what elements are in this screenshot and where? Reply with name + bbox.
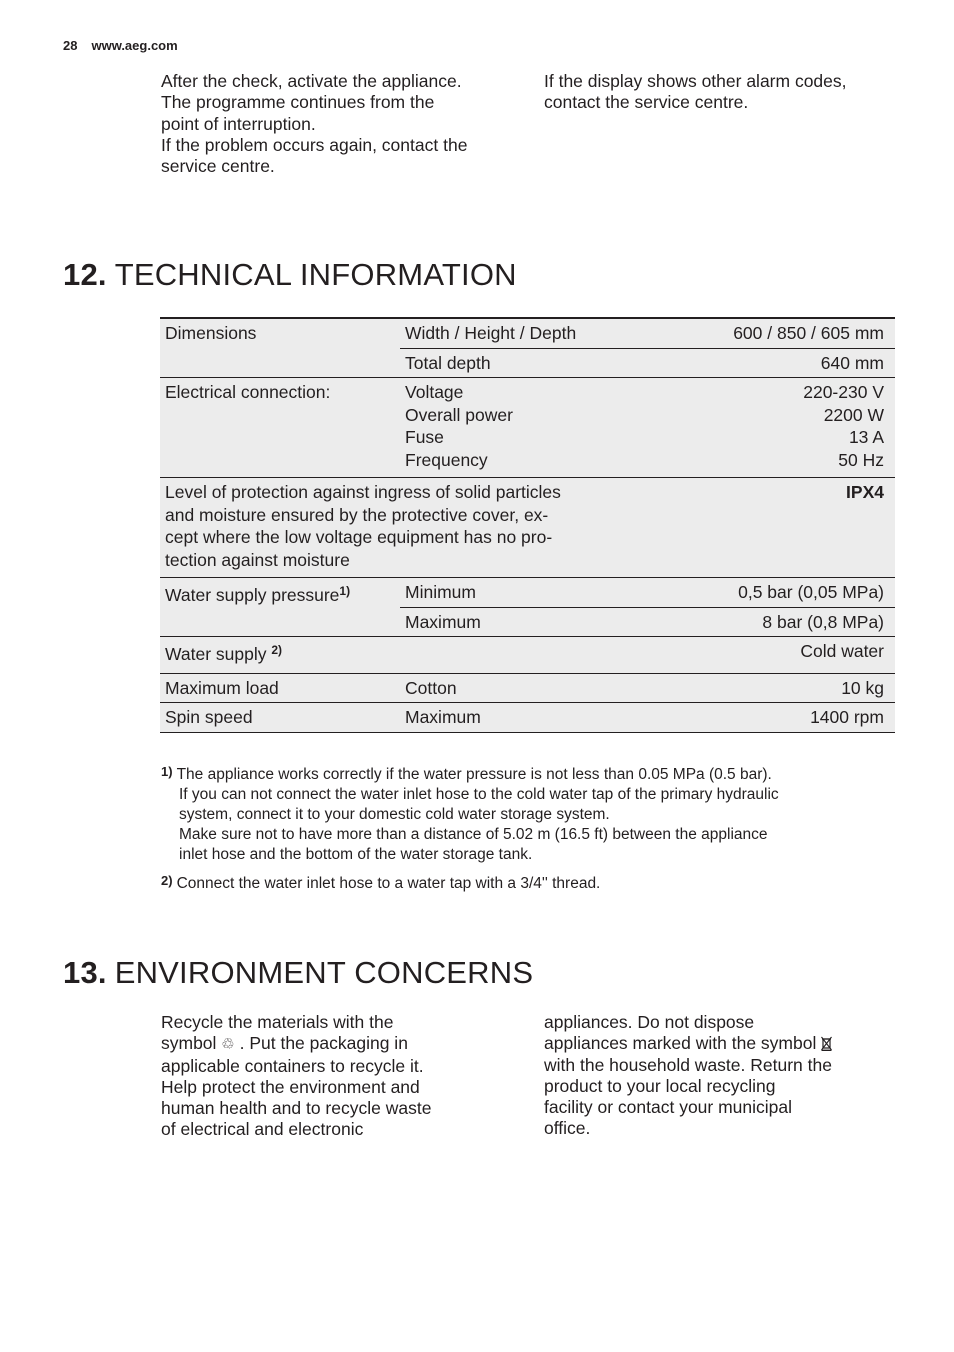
- env-line: [161, 1033, 491, 1055]
- fuse-value: 13 A: [848, 427, 884, 447]
- env-line: office.: [544, 1118, 591, 1139]
- footnote-mark-2: 2): [161, 873, 173, 888]
- supply-value: Cold water: [650, 637, 895, 674]
- load-label: Maximum load: [160, 673, 400, 703]
- env-line: product to your local recycling: [544, 1075, 776, 1096]
- total-depth-value: 640 mm: [650, 348, 895, 378]
- recycle-icon: ♲: [221, 1036, 235, 1054]
- dimensions-label: Dimensions: [160, 318, 400, 378]
- env-text: . Put the packaging in: [234, 1033, 408, 1054]
- env-line: Help protect the environment and: [161, 1076, 420, 1097]
- page-number: 28: [63, 38, 78, 53]
- footnote-line: system, connect it to your domestic cold water storage system.: [179, 806, 610, 823]
- pressure-label: [160, 578, 400, 637]
- table-row: [160, 578, 895, 608]
- load-sub: Cotton: [400, 673, 650, 703]
- power-label: Overall power: [405, 404, 513, 425]
- pressure-max-label: Maximum: [400, 607, 650, 637]
- footnote-1: [161, 762, 901, 785]
- protection-label: [160, 478, 650, 578]
- table-row: [160, 378, 895, 478]
- table-row: [160, 703, 895, 733]
- frequency-value: 50 Hz: [838, 449, 884, 470]
- load-value: 10 kg: [650, 673, 895, 703]
- crossed-out-wheelie-bin-icon: [821, 1036, 832, 1051]
- supply-label-text: Water supply: [165, 644, 272, 664]
- footnote-2: [161, 871, 901, 894]
- env-left: [161, 1012, 491, 1141]
- intro-line: After the check, activate the appliance.: [161, 71, 462, 91]
- protection-line: tection against moisture: [165, 549, 350, 570]
- env-line: facility or contact your municipal: [544, 1097, 793, 1118]
- page-header: [63, 38, 178, 53]
- pressure-min-value: 0,5 bar (0,05 MPa): [650, 578, 895, 608]
- electrical-names: [400, 378, 650, 478]
- electrical-values: [650, 378, 895, 478]
- dimensions-whd-label: Width / Height / Depth: [400, 318, 650, 348]
- footnote-line: The appliance works correctly if the water pressure is not less than 0.05 MPa (0.5 bar).: [176, 766, 772, 783]
- section-number: 13.: [63, 955, 107, 990]
- spin-sub: Maximum: [400, 703, 650, 733]
- electrical-label: Electrical connection:: [160, 378, 400, 478]
- intro-line: contact the service centre.: [544, 92, 749, 113]
- protection-value: IPX4: [650, 478, 895, 578]
- table-row: [160, 478, 895, 578]
- env-text: symbol: [161, 1033, 222, 1054]
- footnote-ref-1[interactable]: 1): [339, 584, 351, 598]
- frequency-label: Frequency: [405, 449, 488, 470]
- env-line: [544, 1033, 894, 1054]
- env-line: applicable containers to recycle it.: [161, 1055, 424, 1076]
- footnote-line: inlet hose and the bottom of the water storage tank.: [179, 846, 533, 863]
- footnotes: [161, 762, 901, 894]
- voltage-label: Voltage: [405, 382, 464, 402]
- section-heading-13: [63, 955, 533, 991]
- supply-empty: [400, 637, 650, 674]
- table-row: [160, 673, 895, 703]
- fuse-label: Fuse: [405, 427, 444, 447]
- section-title: ENVIRONMENT CONCERNS: [114, 955, 534, 990]
- spin-label: Spin speed: [160, 703, 400, 733]
- pressure-min-label: Minimum: [400, 578, 650, 608]
- env-line: appliances. Do not dispose: [544, 1012, 755, 1032]
- footnote-mark-1: 1): [161, 764, 173, 779]
- intro-line: service centre.: [161, 156, 275, 177]
- env-line: Recycle the materials with the: [161, 1012, 394, 1032]
- technical-info-table: [160, 317, 895, 733]
- env-text: appliances marked with the symbol: [544, 1033, 822, 1054]
- table-row: [160, 637, 895, 674]
- voltage-value: 220-230 V: [803, 382, 884, 402]
- supply-label: [160, 637, 400, 674]
- dimensions-whd-value: 600 / 850 / 605 mm: [650, 318, 895, 348]
- intro-line: If the display shows other alarm codes,: [544, 71, 847, 91]
- power-value: 2200 W: [823, 404, 884, 425]
- env-right: [544, 1012, 894, 1140]
- section-title: TECHNICAL INFORMATION: [114, 257, 517, 292]
- env-line: with the household waste. Return the: [544, 1054, 832, 1075]
- env-line: of electrical and electronic: [161, 1119, 364, 1140]
- protection-line: cept where the low voltage equipment has no pro-: [165, 527, 553, 547]
- footnote-line: Make sure not to have more than a distance of 5.02 m (16.5 ft) between the appliance: [179, 826, 768, 843]
- env-line: human health and to recycle waste: [161, 1098, 432, 1119]
- table-row: [160, 318, 895, 348]
- spin-value: 1400 rpm: [650, 703, 895, 733]
- protection-line: Level of protection against ingress of solid particles: [165, 482, 561, 502]
- intro-line: If the problem occurs again, contact the: [161, 134, 468, 155]
- footnote-text: Connect the water inlet hose to a water tap with a 3/4'' thread.: [176, 875, 601, 892]
- footnote-ref-2[interactable]: 2): [271, 643, 283, 657]
- pressure-max-value: 8 bar (0,8 MPa): [650, 607, 895, 637]
- intro-right: [544, 71, 904, 114]
- section-heading-12: [63, 257, 517, 293]
- section-number: 12.: [63, 257, 107, 292]
- footnote-line: If you can not connect the water inlet hose to the cold water tap of the primary hydraulic: [179, 786, 779, 803]
- protection-line: and moisture ensured by the protective cover, ex-: [165, 504, 549, 525]
- intro-line: point of interruption.: [161, 113, 316, 134]
- intro-left: [161, 71, 521, 177]
- website-link[interactable]: www.aeg.com: [91, 38, 178, 53]
- intro-line: The programme continues from the: [161, 92, 435, 113]
- total-depth-label: Total depth: [400, 348, 650, 378]
- pressure-label-text: Water supply pressure: [165, 585, 340, 605]
